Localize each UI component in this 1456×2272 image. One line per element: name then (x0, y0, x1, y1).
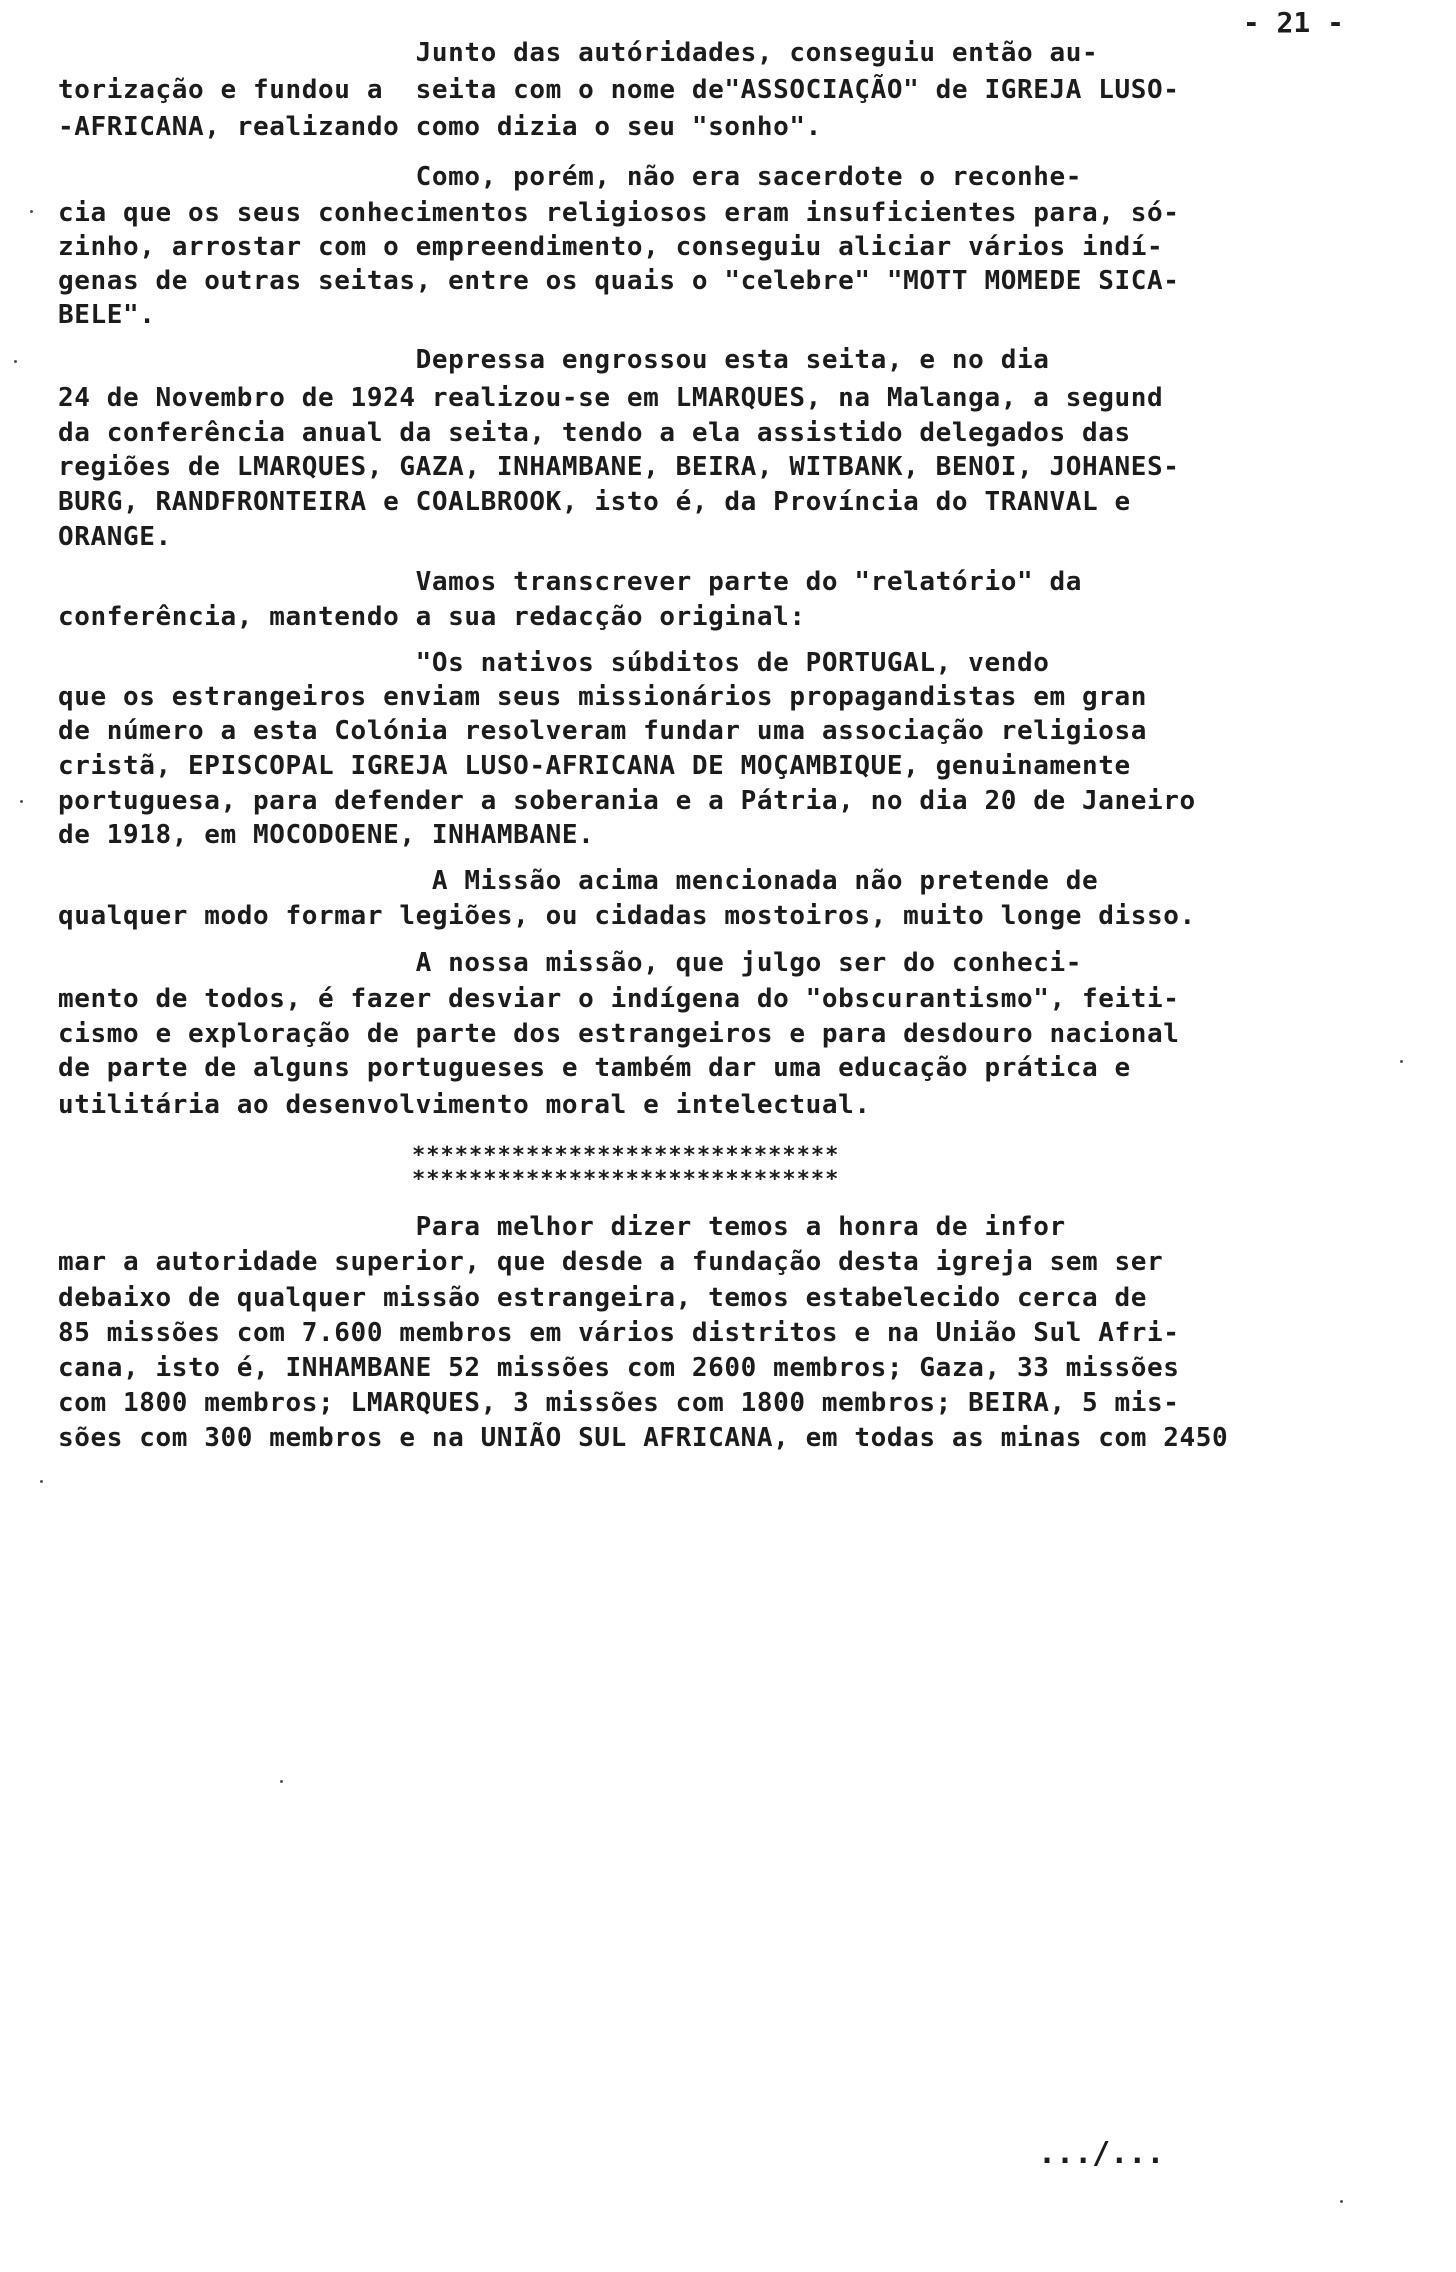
scan-speck (1400, 1060, 1403, 1063)
paragraph-3-line-2: 24 de Novembro de 1924 realizou-se em LMARQUES, na Malanga, a segund (58, 383, 1164, 413)
paragraph-3-line-3: da conferência anual da seita, tendo a ela assistido delegados das (58, 418, 1131, 448)
paragraph-3-line-6: ORANGE. (58, 522, 172, 552)
paragraph-3-line-4: regiões de LMARQUES, GAZA, INHAMBANE, BEIRA, WITBANK, BENOI, JOHANES- (58, 452, 1180, 482)
paragraph-8-line-7: sões com 300 membros e na UNIÃO SUL AFRICANA, em todas as minas com 2450 (58, 1423, 1229, 1453)
paragraph-8-line-1: Para melhor dizer temos a honra de infor (58, 1212, 1066, 1242)
paragraph-8-line-5: cana, isto é, INHAMBANE 52 missões com 2600 membros; Gaza, 33 missões (58, 1353, 1180, 1383)
paragraph-1-line-3: -AFRICANA, realizando como dizia o seu "sonho". (58, 112, 822, 142)
paragraph-4-line-2: conferência, mantendo a sua redacção original: (58, 602, 806, 632)
paragraph-5-line-3: de número a esta Colónia resolveram fundar uma associação religiosa (58, 716, 1147, 746)
paragraph-2-line-1: Como, porém, não era sacerdote o reconhe- (58, 162, 1082, 192)
paragraph-3-line-1: Depressa engrossou esta seita, e no dia (58, 345, 1050, 375)
paragraph-6-line-1: A Missão acima mencionada não pretende de (58, 866, 1099, 896)
continuation-mark: .../... (1038, 2136, 1165, 2171)
paragraph-8-line-4: 85 missões com 7.600 membros em vários distritos e na União Sul Afri- (58, 1318, 1180, 1348)
paragraph-8-line-2: mar a autoridade superior, que desde a fundação desta igreja sem ser (58, 1247, 1164, 1277)
scan-speck (40, 1480, 43, 1483)
paragraph-2-line-4: genas de outras seitas, entre os quais o "celebre" "MOTT MOMEDE SICA- (58, 266, 1180, 296)
paragraph-8-line-6: com 1800 membros; LMARQUES, 3 missões com 1800 membros; BEIRA, 5 mis- (58, 1388, 1180, 1418)
paragraph-5-line-2: que os estrangeiros enviam seus missionários propagandistas em gran (58, 682, 1147, 712)
paragraph-7-line-4: de parte de alguns portugueses e também dar uma educação prática e (58, 1053, 1131, 1083)
paragraph-2-line-5: BELE". (58, 300, 156, 330)
paragraph-7-line-2: mento de todos, é fazer desviar o indígena do "obscurantismo", feiti- (58, 984, 1180, 1014)
paragraph-7-line-5: utilitária ao desenvolvimento moral e intelectual. (58, 1090, 871, 1120)
scan-speck (30, 210, 33, 213)
paragraph-2-line-2: cia que os seus conhecimentos religiosos eram insuficientes para, só- (58, 198, 1180, 228)
paragraph-6-line-2: qualquer modo formar legiões, ou cidadas mostoiros, muito longe disso. (58, 901, 1196, 931)
scan-speck (14, 360, 17, 363)
paragraph-8-line-3: debaixo de qualquer missão estrangeira, temos estabelecido cerca de (58, 1283, 1147, 1313)
paragraph-7-line-3: cismo e exploração de parte dos estrangeiros e para desdouro nacional (58, 1019, 1180, 1049)
scan-speck (1340, 2200, 1343, 2203)
scan-speck (280, 1780, 283, 1783)
paragraph-2-line-3: zinho, arrostar com o empreendimento, conseguiu aliciar vários indí- (58, 232, 1164, 262)
paragraph-1-line-1: Junto das autóridades, conseguiu então au- (58, 38, 1099, 68)
page-number: - 21 - (1242, 6, 1344, 39)
paragraph-7-line-1: A nossa missão, que julgo ser do conheci- (58, 948, 1082, 978)
paragraph-1-line-2: torização e fundou a seita com o nome de"ASSOCIAÇÃO" de IGREJA LUSO- (58, 75, 1180, 105)
separator-line-1: ****************************** (412, 1143, 840, 1168)
paragraph-5-line-1: "Os nativos súbditos de PORTUGAL, vendo (58, 648, 1050, 678)
scan-speck (20, 800, 23, 803)
paragraph-5-line-5: portuguesa, para defender a soberania e a Pátria, no dia 20 de Janeiro (58, 786, 1196, 816)
paragraph-5-line-6: de 1918, em MOCODOENE, INHAMBANE. (58, 820, 595, 850)
paragraph-5-line-4: cristã, EPISCOPAL IGREJA LUSO-AFRICANA DE MOÇAMBIQUE, genuinamente (58, 751, 1131, 781)
paragraph-4-line-1: Vamos transcrever parte do "relatório" da (58, 567, 1082, 597)
paragraph-3-line-5: BURG, RANDFRONTEIRA e COALBROOK, isto é, da Província do TRANVAL e (58, 487, 1131, 517)
separator-line-2: ****************************** (412, 1167, 840, 1192)
